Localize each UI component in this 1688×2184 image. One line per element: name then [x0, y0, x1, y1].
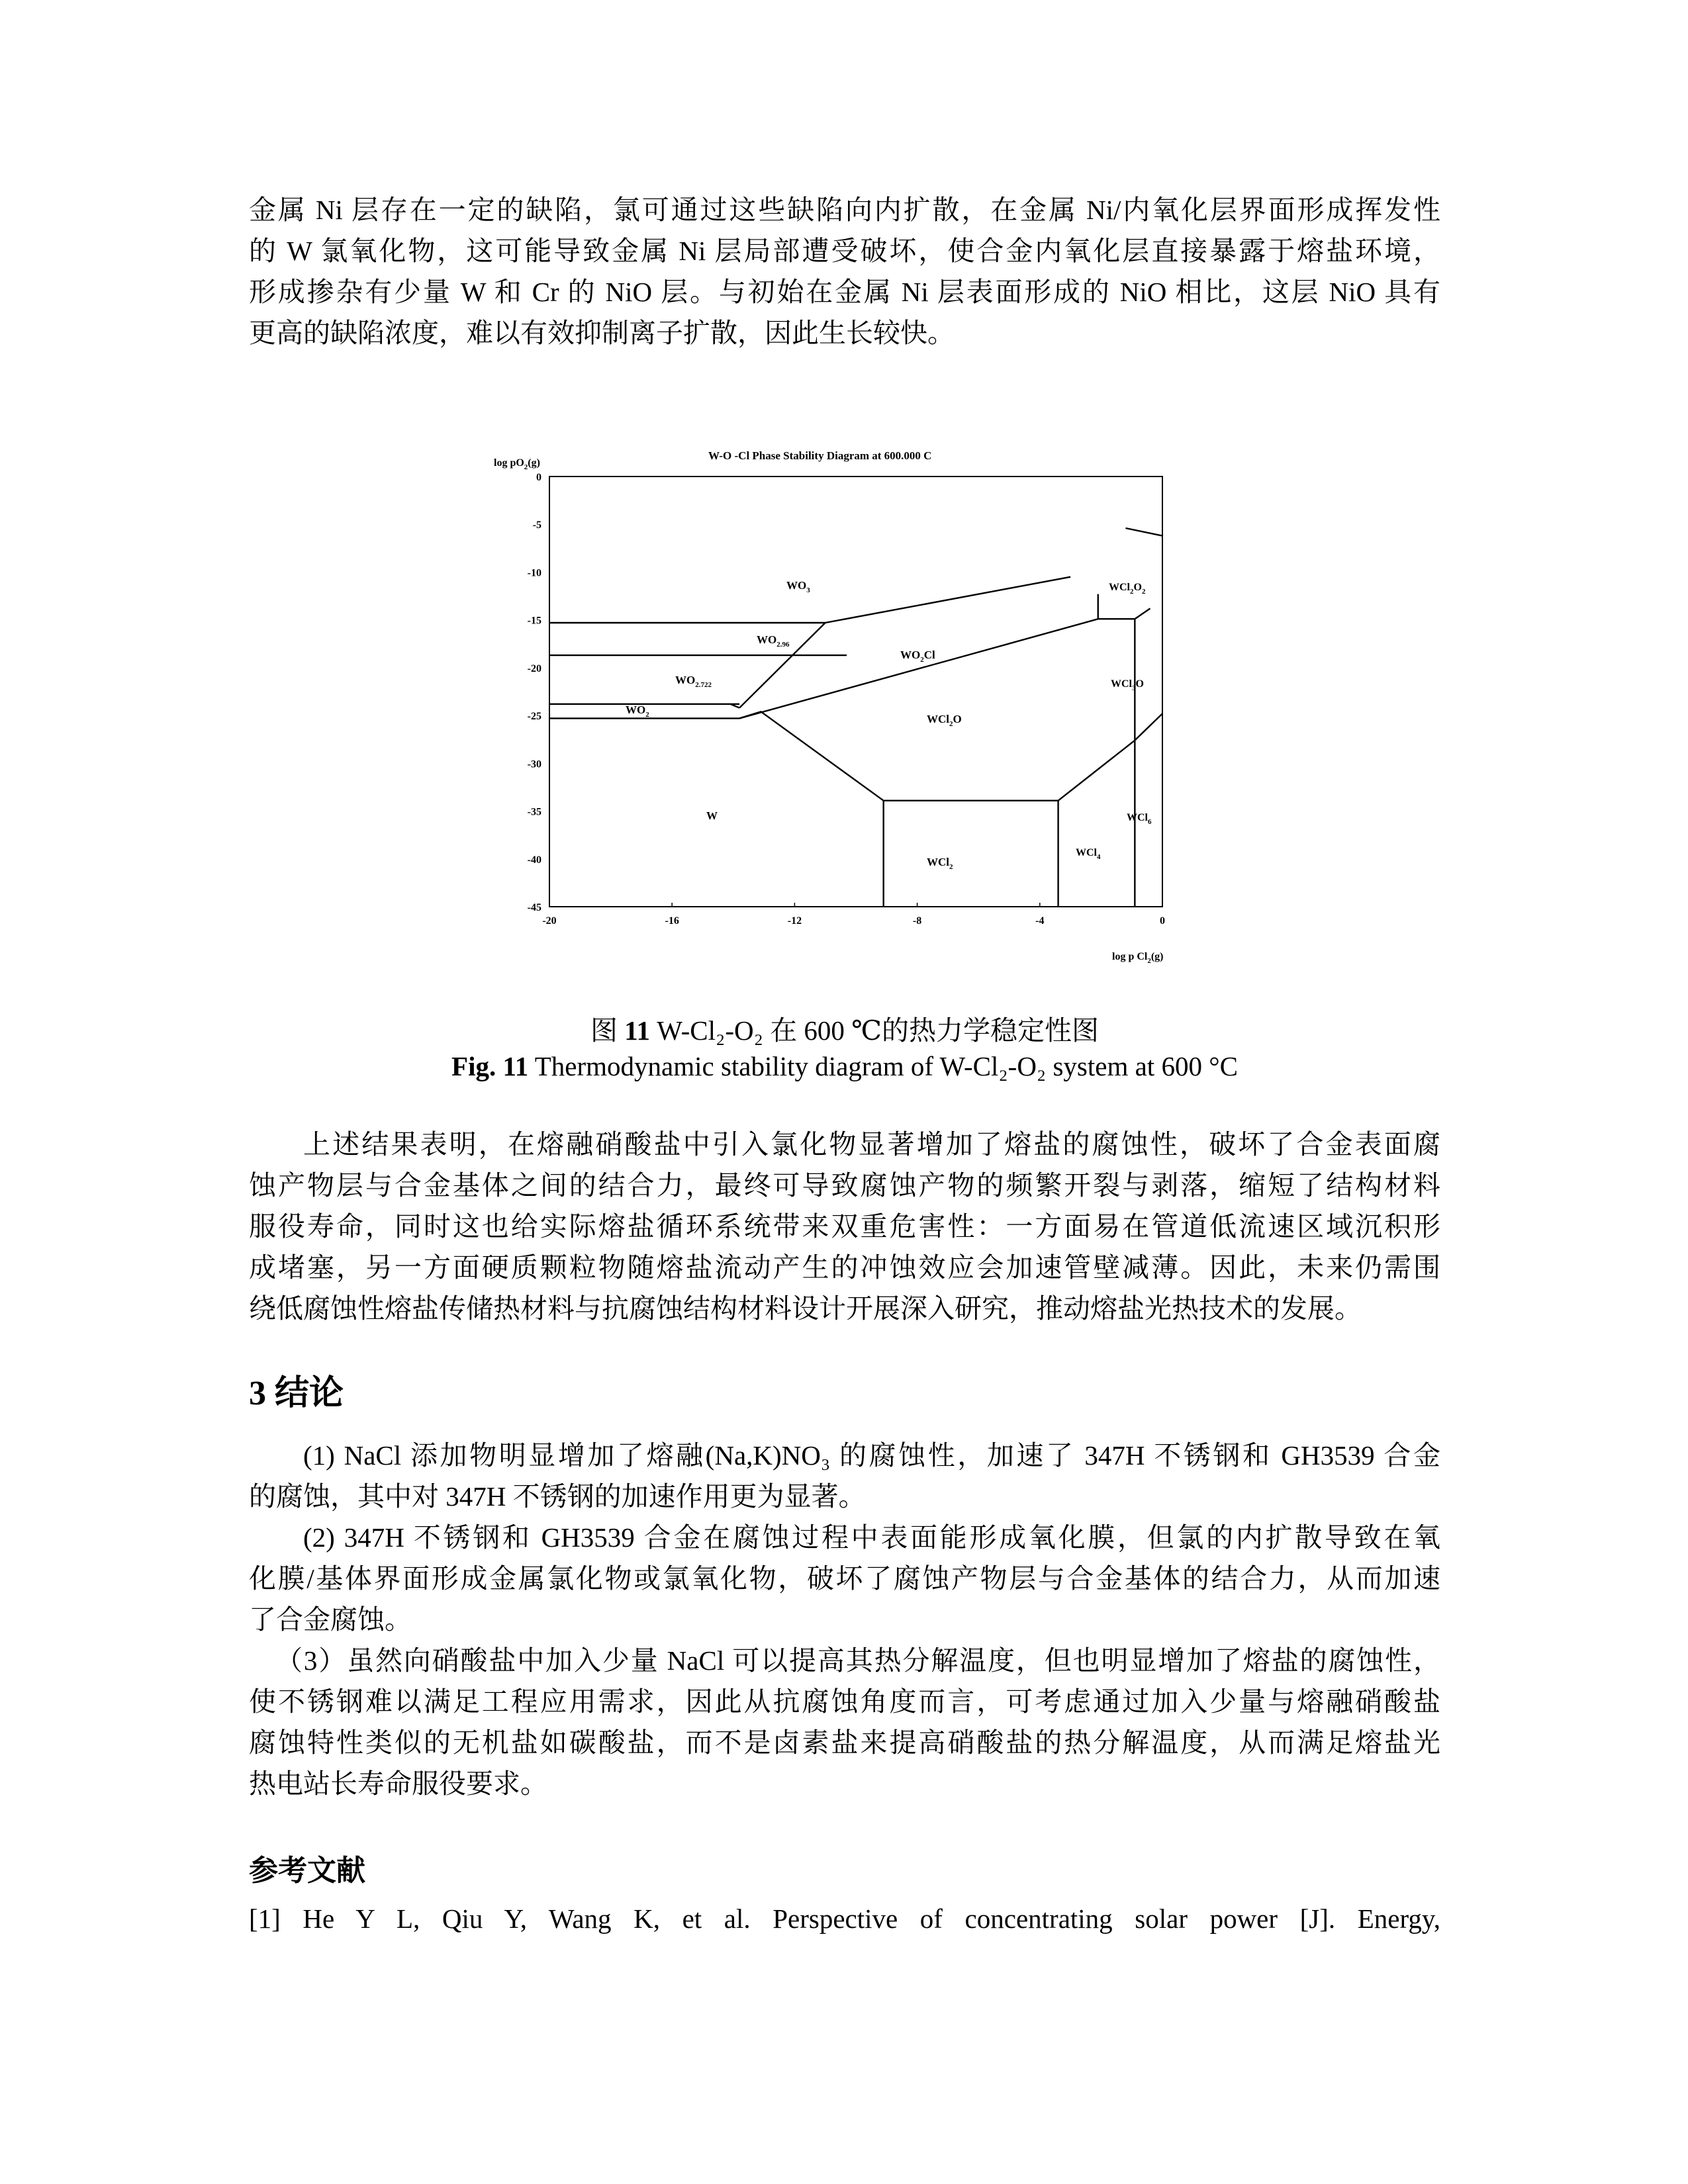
y-tick-label: -35 [527, 806, 541, 818]
region-label-wcl2o2: $WCl_2O_2$ [1109, 582, 1146, 596]
axis-ticks [528, 472, 1165, 927]
x-tick-label: -12 [787, 915, 802, 927]
y-tick-label: -30 [527, 758, 541, 770]
text-line: (2) 347H 不锈钢和 GH3539 合金在腐蚀过程中表面能形成氧化膜，但氯的内扩散导致在氧 [303, 1522, 1440, 1553]
figure-caption-en: Fig. 11 Thermodynamic stability diagram of W-Cl₂-O₂ system at 600 °C [451, 1051, 1238, 1081]
chart-title: W-O -Cl Phase Stability Diagram at 600.000 C [708, 449, 932, 462]
text-line: 化膜/基体界面形成金属氯化物或氯氧化物，破坏了腐蚀产物层与合金基体的结合力，从而加速 [249, 1563, 1440, 1594]
discussion-paragraph [249, 1124, 1440, 1329]
region-label-w: W [706, 809, 718, 822]
y-tick-label: -45 [527, 902, 541, 913]
reference-item: [1] He Y L, Qiu Y, Wang K, et al. Perspective of concentrating solar power [J]. Energy, [249, 1903, 1440, 1934]
text-line: 绕低腐蚀性熔盐传储热材料与抗腐蚀结构材料设计开展深入研究，推动熔盐光热技术的发展。 [249, 1293, 1362, 1324]
phase-boundary-line [739, 619, 1098, 718]
text-line: 了合金腐蚀。 [249, 1604, 412, 1635]
y-axis-label: $\log pO_2(g)$ [494, 457, 540, 471]
intro-paragraph [249, 189, 1440, 353]
conclusion-2 [249, 1517, 1440, 1640]
reference-list [249, 1898, 1440, 1939]
text-line: 使不锈钢难以满足工程应用需求，因此从抗腐蚀角度而言，可考虑通过加入少量与熔融硝酸盐 [249, 1686, 1440, 1717]
y-tick-label: 0 [536, 472, 541, 483]
y-tick-label: -15 [527, 615, 541, 627]
phase-stability-diagram [490, 437, 1192, 966]
y-tick-label: -25 [527, 711, 541, 723]
phase-boundary-line [1135, 608, 1150, 619]
plot-frame [549, 477, 1162, 907]
phase-boundary-line [1125, 528, 1162, 536]
x-axis-label: log p $Cl_2(g)$ [1112, 951, 1164, 965]
region-label-wo2-96: $WO_{2.96}$ [757, 633, 790, 649]
text-line: 更高的缺陷浓度，难以有效抑制离子扩散，因此生长较快。 [249, 318, 955, 348]
phase-boundaries [549, 528, 1162, 907]
text-line: (1) NaCl 添加物明显增加了熔融(Na,K)NO₃ 的腐蚀性，加速了 347H 不锈钢和 GH3539 合金 [303, 1440, 1440, 1471]
text-line: 热电站长寿命服役要求。 [249, 1768, 547, 1799]
conclusion-3 [249, 1640, 1440, 1804]
region-label-wo2: $WO_2$ [626, 704, 649, 719]
x-tick-label: -8 [912, 915, 922, 927]
conclusion-1 [249, 1435, 1440, 1517]
region-label-wcl6: WCl$_6$ [1127, 812, 1152, 826]
region-label-wcl2: WCl$_2$ [927, 856, 953, 871]
region-label-wcl4: WCl$_4$ [1076, 847, 1101, 861]
text-line: 的腐蚀，其中对 347H 不锈钢的加速作用更为显著。 [249, 1481, 866, 1512]
text-line: 上述结果表明，在熔融硝酸盐中引入氯化物显著增加了熔盐的腐蚀性，破坏了合金表面腐 [303, 1129, 1440, 1160]
figure-caption-cn: 图 11 W-Cl₂-O₂ 在 600 ℃的热力学稳定性图 [590, 1015, 1100, 1046]
text-line: 服役寿命，同时这也给实际熔盐循环系统带来双重危害性：一方面易在管道低流速区域沉积形 [249, 1211, 1440, 1242]
references-heading: 参考文献 [249, 1854, 365, 1887]
y-tick-label: -10 [527, 567, 541, 579]
text-line: 蚀产物层与合金基体之间的结合力，最终可导致腐蚀产物的频繁开裂与剥落，缩短了结构材料 [249, 1170, 1440, 1201]
y-tick-label: -5 [532, 520, 541, 531]
x-tick-label: -16 [665, 915, 679, 927]
section-heading: 3 结论 [249, 1375, 344, 1412]
phase-boundary-line [739, 711, 884, 800]
x-tick-label: 0 [1160, 915, 1165, 927]
region-label-wcl2o: WCl$_2$O [927, 713, 962, 728]
region-label-wo3: $WO_3$ [786, 579, 810, 594]
phase-boundary-line [1058, 741, 1135, 801]
x-tick-label: -4 [1035, 915, 1045, 927]
text-line: 的 W 氯氧化物，这可能导致金属 Ni 层局部遭受破坏，使合金内氧化层直接暴露于熔盐环境， [249, 236, 1440, 266]
region-label-wo2-722: $WO_{2.722}$ [675, 674, 712, 689]
y-tick-label: -20 [527, 662, 541, 674]
phase-boundary-line [1135, 713, 1162, 740]
text-line: 金属 Ni 层存在一定的缺陷，氯可通过这些缺陷向内扩散，在金属 Ni/内氧化层界面形成挥发性 [249, 195, 1440, 225]
x-tick-label: -20 [542, 915, 557, 927]
region-label-wo2cl: $WO_2Cl$ [900, 649, 935, 664]
text-line: 形成掺杂有少量 W 和 Cr 的 NiO 层。与初始在金属 Ni 层表面形成的 NiO 相比，这层 NiO 具有 [249, 277, 1440, 307]
text-line: 腐蚀特性类似的无机盐如碳酸盐，而不是卤素盐来提高硝酸盐的热分解温度，从而满足熔盐光 [249, 1727, 1440, 1758]
text-line: （3）虽然向硝酸盐中加入少量 NaCl 可以提高其热分解温度，但也明显增加了熔盐的腐蚀性， [275, 1645, 1440, 1676]
y-tick-label: -40 [527, 854, 541, 866]
text-line: 成堵塞，另一方面硬质颗粒物随熔盐流动产生的冲蚀效应会加速管壁减薄。因此，未来仍需围 [249, 1252, 1440, 1283]
region-label-wcl3o: WCl$_3$O [1111, 678, 1144, 692]
